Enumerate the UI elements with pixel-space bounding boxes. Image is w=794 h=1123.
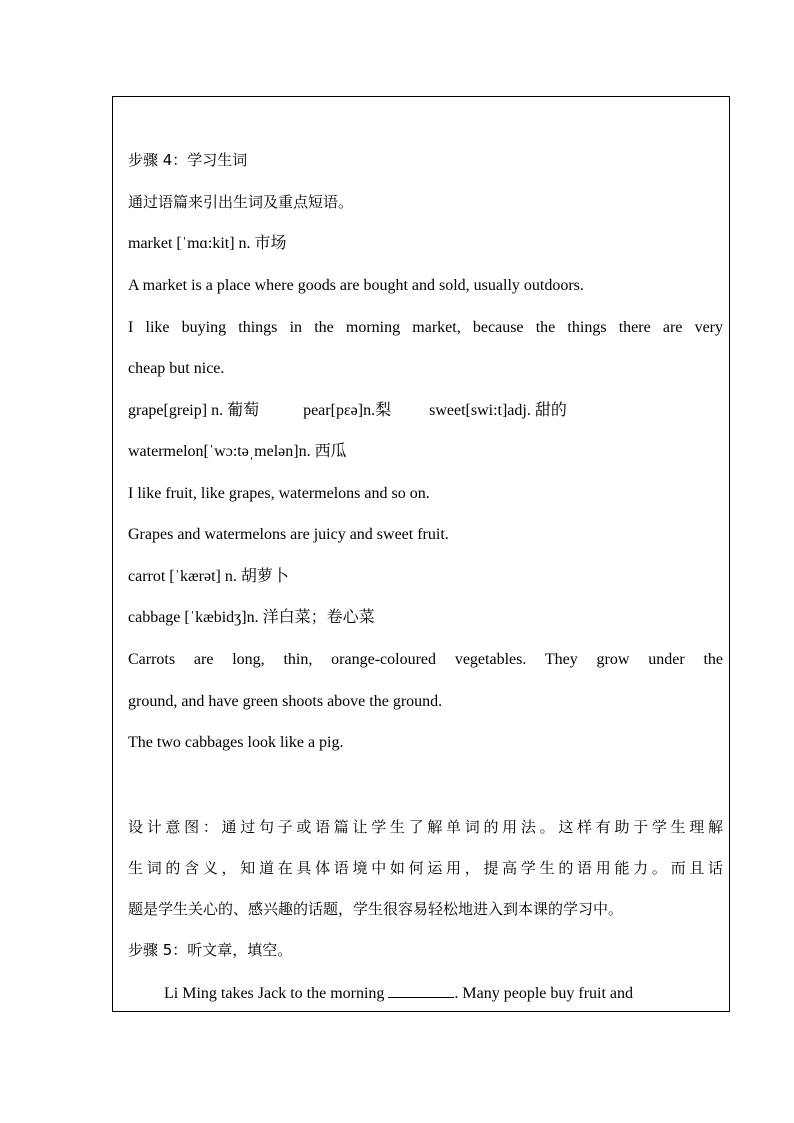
- vocab-cabbage: cabbage [ˈkæbidʒ]n. 洋白菜；卷心菜: [128, 609, 375, 626]
- design-intent-line1: 设计意图：通过句子或语篇让学生了解单词的用法。这样有助于学生理解: [128, 818, 723, 836]
- fruit-example: I like fruit, like grapes, watermelons and so on.: [128, 485, 430, 502]
- cabbage-example: The two cabbages look like a pig.: [128, 734, 344, 751]
- step5-passage-line: [164, 983, 723, 1004]
- vocab-fruit-row: [128, 401, 723, 421]
- fruit-example-2: Grapes and watermelons are juicy and sweet fruit.: [128, 526, 449, 543]
- vocab-pear: pear[pεə]n.梨: [303, 402, 392, 419]
- carrot-definition-line1: Carrots are long, thin, orange-coloured vegetables. They grow under the: [128, 651, 723, 668]
- design-intent-line3: 题是学生关心的、感兴趣的话题，学生很容易轻松地进入到本课的学习中。: [128, 900, 624, 918]
- market-example-line2: cheap but nice.: [128, 360, 225, 377]
- market-example-line1: I like buying things in the morning market, because the things there are very: [128, 319, 723, 336]
- step4-heading: 步骤 4：学习生词: [128, 151, 248, 169]
- design-intent-line2: 生词的含义，知道在具体语境中如何运用，提高学生的语用能力。而且话: [128, 859, 723, 877]
- fill-in-blank[interactable]: [388, 983, 454, 998]
- carrot-definition-line2: ground, and have green shoots above the ground.: [128, 693, 443, 710]
- vocab-watermelon: watermelon[ˈwɔ:təˌmelən]n. 西瓜: [128, 443, 347, 460]
- vocab-sweet: sweet[swi:t]adj. 甜的: [429, 402, 567, 419]
- passage-before-blank: Li Ming takes Jack to the morning: [164, 985, 385, 1002]
- market-definition: A market is a place where goods are bought and sold, usually outdoors.: [128, 277, 584, 294]
- passage-after-blank: . Many people buy fruit and: [454, 985, 634, 1002]
- step4-intro: 通过语篇来引出生词及重点短语。: [128, 193, 354, 211]
- vocab-carrot: carrot [ˈkærət] n. 胡萝卜: [128, 568, 289, 585]
- step5-heading: 步骤 5：听文章，填空。: [128, 941, 293, 959]
- lesson-plan-box: [112, 96, 730, 1012]
- vocab-market: market [ˈmɑ:kit] n. 市场: [128, 235, 287, 252]
- vocab-grape: grape[greip] n. 葡萄: [128, 402, 260, 419]
